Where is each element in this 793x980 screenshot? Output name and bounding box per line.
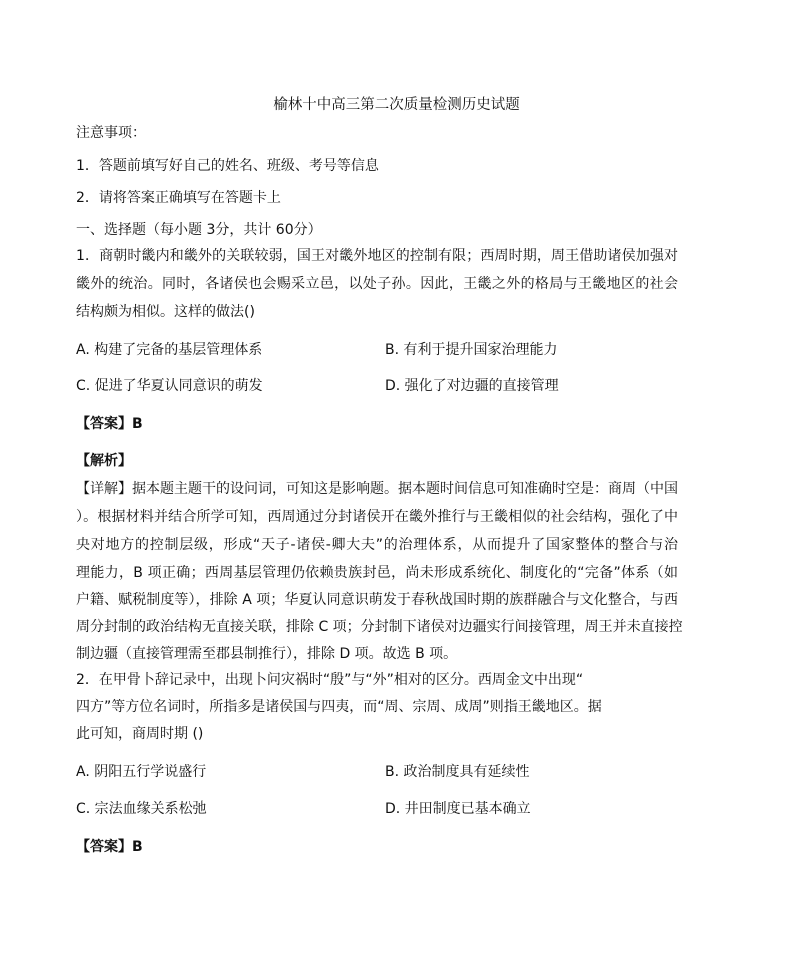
q1-option-a: A. 构建了完备的基层管理体系 [76, 342, 263, 358]
q1-stem-line: 结构颇为相似。这样的做法() [76, 304, 255, 320]
q1-explanation-line: 理能力，B 项正确；西周基层管理仍依赖贵族封邑，尚未形成系统化、制度化的“完备”体系（如 [76, 565, 678, 581]
q1-answer [76, 414, 143, 434]
q1-explanation-line: ）。根据材料并结合所学可知，西周通过分封诸侯开在畿外推行与王畿相似的社会结构，强化了中 [76, 509, 678, 525]
notice-heading: 注意事项： [76, 125, 146, 141]
q1-stem-line: 畿外的统治。同时，各诸侯也会赐采立邑，以处子孙。因此，王畿之外的格局与王畿地区的社会 [76, 276, 678, 292]
answer-label: 【答案】 [76, 416, 132, 432]
q1-option-d: D. 强化了对边疆的直接管理 [385, 378, 559, 394]
q1-explanation-line: 周分封制的政治结构无直接关联，排除 C 项；分封制下诸侯对边疆实行间接管理，周王并未直接控 [76, 619, 683, 635]
section-heading: 一、选择题（每小题 3分，共计 60分） [76, 222, 322, 238]
q2-stem-line: 2．在甲骨卜辞记录中，出现卜问灾祸时“殷”与“外”相对的区分。西周金文中出现“ [76, 672, 584, 688]
analysis-label: 【解析】 [76, 453, 132, 469]
q2-option-a: A. 阴阳五行学说盛行 [76, 764, 207, 780]
q1-explanation-line: 央对地方的控制层级，形成“天子-诸侯-卿大夫”的治理体系，从而提升了国家整体的整合与治 [76, 537, 678, 553]
q1-option-b: B. 有利于提升国家治理能力 [385, 342, 558, 358]
q1-explanation-line: 制边疆（直接管理需至郡县制推行），排除 D 项。故选 B 项。 [76, 646, 458, 662]
answer-label: 【答案】 [76, 839, 132, 855]
notice-item: 2．请将答案正确填写在答题卡上 [76, 190, 281, 206]
q1-analysis-label [76, 451, 132, 471]
q2-stem-line: 四方”等方位名词时，所指多是诸侯国与四夷，而“周、宗周、成周”则指王畿地区。据 [76, 699, 602, 715]
q1-stem-line: 1．商朝时畿内和畿外的关联较弱，国王对畿外地区的控制有限；西周时期，周王借助诸侯加强对 [76, 248, 678, 264]
q2-stem-line: 此可知，商周时期 () [76, 726, 204, 742]
q1-option-c: C. 促进了华夏认同意识的萌发 [76, 378, 263, 394]
answer-value: B [132, 839, 143, 855]
q2-option-d: D. 井田制度已基本确立 [385, 801, 531, 817]
q1-explanation-line: 【详解】据本题主题干的设问词，可知这是影响题。据本题时间信息可知准确时空是：商周（中国 [76, 481, 678, 497]
q2-option-b: B. 政治制度具有延续性 [385, 764, 530, 780]
q1-explanation-line: 户籍、赋税制度等），排除 A 项；华夏认同意识萌发于春秋战国时期的族群融合与文化整合，与西 [76, 592, 678, 608]
q2-answer [76, 837, 143, 857]
q2-option-c: C. 宗法血缘关系松弛 [76, 801, 207, 817]
notice-item: 1．答题前填写好自己的姓名、班级、考号等信息 [76, 158, 379, 174]
answer-value: B [132, 416, 143, 432]
page-title: 榆林十中高三第二次质量检测历史试题 [273, 97, 520, 113]
